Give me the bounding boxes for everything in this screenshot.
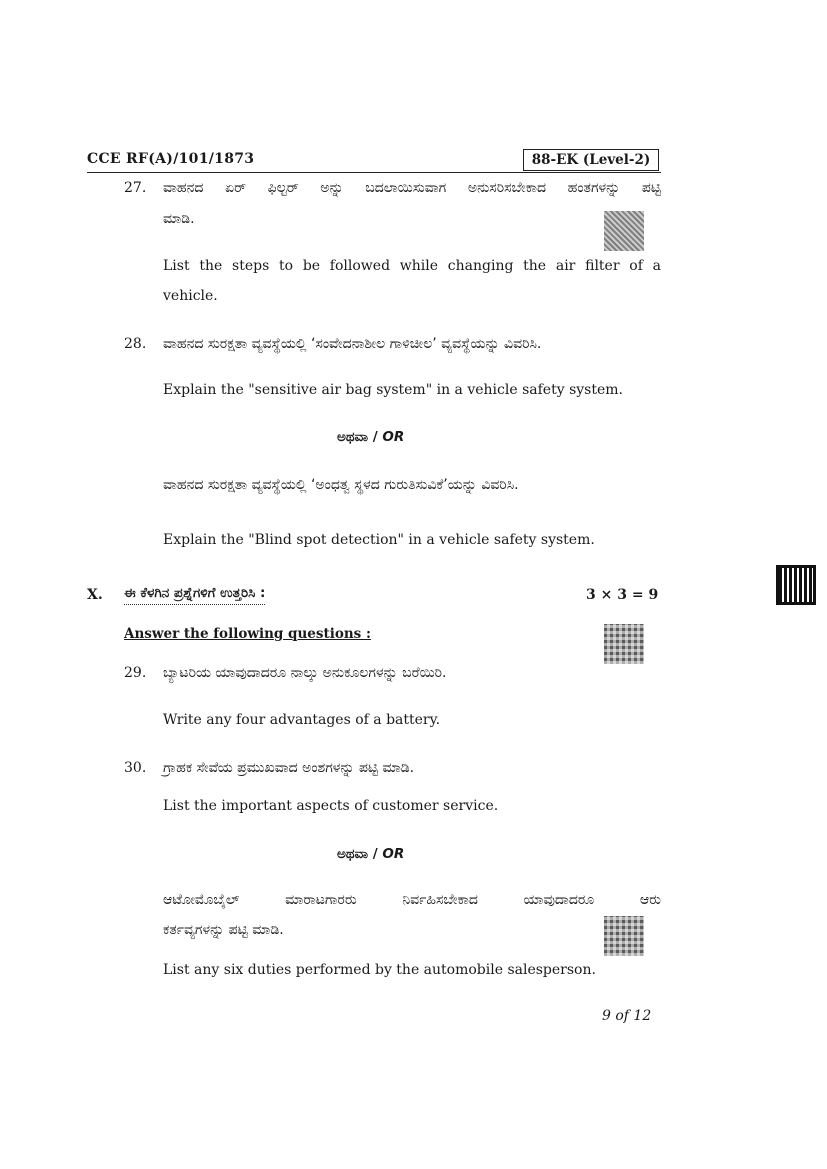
q28-alt-kannada: ವಾಹನದ ಸುರಕ್ಷತಾ ವ್ಯವಸ್ಥೆಯಲ್ಲಿ ‘ಅಂಧತ್ವ ಸ್ಥಳದ ಗುರುತಿಸುವಿಕೆ’ಯನ್ನು ವಿವರಿಸಿ. bbox=[163, 477, 519, 493]
q28-alt-english: Explain the "Blind spot detection" in a vehicle safety system. bbox=[163, 532, 595, 548]
question-number-28: 28. bbox=[124, 336, 147, 352]
q30-english: List the important aspects of customer service. bbox=[163, 798, 499, 814]
side-qr-code-icon bbox=[776, 565, 816, 605]
or-english: OR bbox=[382, 429, 405, 445]
qr-code-icon bbox=[604, 624, 644, 664]
exam-code: CCE RF(A)/101/1873 bbox=[87, 151, 255, 167]
q28-english: Explain the "sensitive air bag system" in a vehicle safety system. bbox=[163, 382, 623, 398]
section-marks: 3 × 3 = 9 bbox=[586, 587, 659, 603]
q30-alt-kannada-line1: ಆಟೋಮೊಬೈಲ್ ಮಾರಾಟಗಾರರು ನಿರ್ವಹಿಸಬೇಕಾದ ಯಾವುದಾದರೂ ಆರು bbox=[163, 892, 661, 908]
q30-alt-english: List any six duties performed by the automobile salesperson. bbox=[163, 962, 596, 978]
question-number-29: 29. bbox=[124, 665, 147, 681]
q27-english-line2: vehicle. bbox=[163, 288, 218, 304]
section-label: X. bbox=[87, 587, 103, 603]
page-number: 9 of 12 bbox=[602, 1008, 652, 1024]
section-kannada-title: ಈ ಕೆಳಗಿನ ಪ್ರಶ್ನೆಗಳಿಗೆ ಉತ್ತರಿಸಿ : bbox=[124, 585, 265, 605]
question-number-27: 27. bbox=[124, 180, 147, 196]
or-english: OR bbox=[382, 846, 405, 862]
q30-kannada: ಗ್ರಾಹಕ ಸೇವೆಯ ಪ್ರಮುಖವಾದ ಅಂಶಗಳನ್ನು ಪಟ್ಟಿ ಮಾಡಿ. bbox=[163, 760, 415, 776]
or-kannada: ಅಥವಾ bbox=[337, 429, 369, 445]
or-kannada: ಅಥವಾ bbox=[337, 846, 369, 862]
or-divider: ಅಥವಾ / OR bbox=[337, 846, 405, 862]
q29-kannada: ಬ್ಯಾಟರಿಯ ಯಾವುದಾದರೂ ನಾಲ್ಕು ಅನುಕೂಲಗಳನ್ನು ಬರೆಯಿರಿ. bbox=[163, 665, 447, 681]
qr-code-icon bbox=[604, 916, 644, 956]
qr-code-icon bbox=[604, 211, 644, 251]
paper-code-box: 88-EK (Level-2) bbox=[523, 149, 659, 171]
question-number-30: 30. bbox=[124, 760, 147, 776]
q29-english: Write any four advantages of a battery. bbox=[163, 712, 441, 728]
section-english-title: Answer the following questions : bbox=[124, 626, 371, 642]
q28-kannada: ವಾಹನದ ಸುರಕ್ಷತಾ ವ್ಯವಸ್ಥೆಯಲ್ಲಿ ‘ಸಂವೇದನಾಶೀಲ ಗಾಳಿಚೀಲ’ ವ್ಯವಸ್ಥೆಯನ್ನು ವಿವರಿಸಿ. bbox=[163, 336, 542, 352]
q30-alt-kannada-line2: ಕರ್ತವ್ಯಗಳನ್ನು ಪಟ್ಟಿ ಮಾಡಿ. bbox=[163, 922, 284, 938]
q27-kannada-line2: ಮಾಡಿ. bbox=[163, 211, 195, 227]
or-divider: ಅಥವಾ / OR bbox=[337, 429, 405, 445]
q27-english-line1: List the steps to be followed while changing the air filter of a bbox=[163, 258, 661, 274]
header-rule bbox=[87, 172, 661, 173]
q27-kannada-line1: ವಾಹನದ ಏರ್ ಫಿಲ್ಟರ್ ಅನ್ನು ಬದಲಾಯಿಸುವಾಗ ಅನುಸರಿಸಬೇಕಾದ ಹಂತಗಳನ್ನು ಪಟ್ಟಿ bbox=[163, 180, 661, 196]
